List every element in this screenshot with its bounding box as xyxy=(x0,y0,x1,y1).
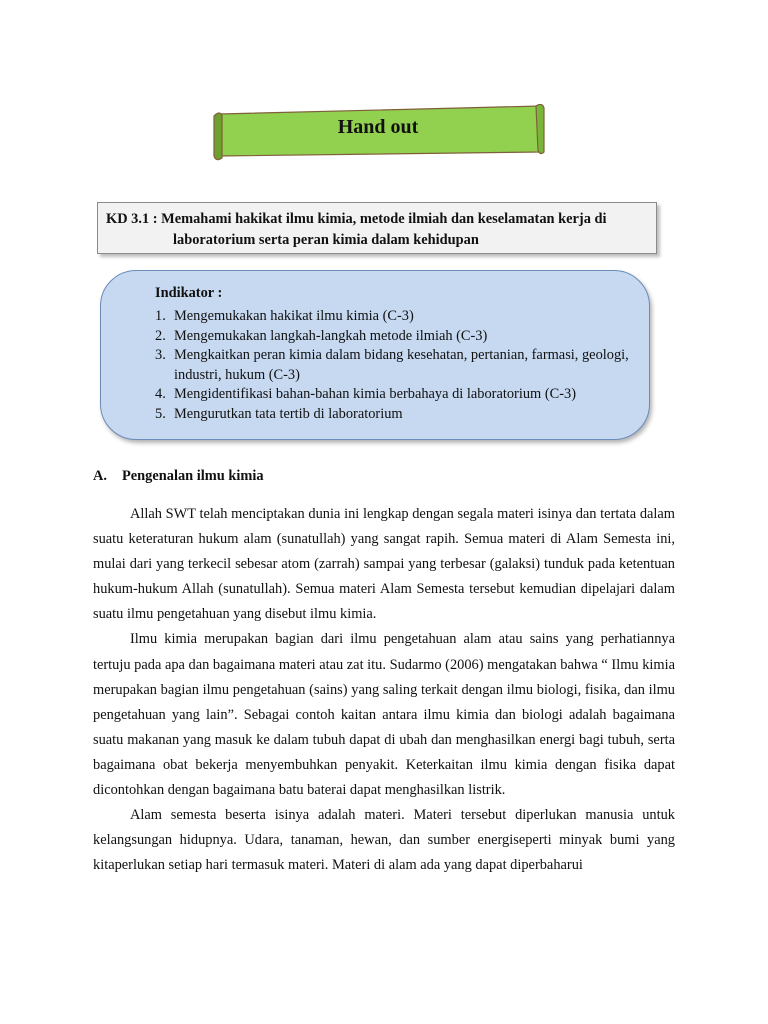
kd-line-2: laboratorium serta peran kimia dalam kehidupan xyxy=(173,232,479,248)
indikator-item-number: 5. xyxy=(155,405,166,422)
indikator-item xyxy=(155,307,635,327)
indikator-list xyxy=(155,307,635,424)
indikator-item-number: 1. xyxy=(155,308,166,324)
section-title: Pengenalan ilmu kimia xyxy=(122,468,264,484)
indikator-item-number: 3. xyxy=(155,347,166,363)
banner-title: Hand out xyxy=(337,116,419,138)
hand-out-banner xyxy=(210,104,546,164)
indikator-item-number: 2. xyxy=(155,327,166,344)
indikator-item xyxy=(155,405,635,425)
kd-line-1: KD 3.1 : Memahami hakikat ilmu kimia, metode ilmiah dan keselamatan kerja di xyxy=(106,211,607,227)
section-letter: A. xyxy=(93,468,107,484)
indikator-item xyxy=(155,346,635,385)
paragraph: Allah SWT telah menciptakan dunia ini lengkap dengan segala materi isinya dan tertata dalam suatu keteraturan hukum alam (sunatullah) yang sangat rapih. Semua materi di Alam Semesta ini, mulai dari yang terkecil sebesar atom (zarrah) sampai yang terbesar (galaksi) tunduk pada ketentuan hukum-hukum Allah (sunatullah). Semua materi Alam Semesta tersebut kemudian dipelajari dalam suatu ilmu pengetahuan yang disebut ilmu kimia. xyxy=(93,506,675,623)
indikator-item xyxy=(155,385,635,405)
indikator-item-text: Mengemukakan langkah-langkah metode ilmiah (C-3) xyxy=(174,327,488,344)
indikator-box xyxy=(100,270,650,440)
indikator-item-text: Mengurutkan tata tertib di laboratorium xyxy=(174,405,403,422)
section-heading xyxy=(93,468,264,485)
indikator-item xyxy=(155,327,635,347)
indikator-title: Indikator : xyxy=(155,285,223,301)
indikator-item-number: 4. xyxy=(155,386,166,402)
body-text xyxy=(93,502,675,878)
indikator-item-text: Mengkaitkan peran kimia dalam bidang kesehatan, pertanian, farmasi, geologi, industri, hukum (C-3) xyxy=(174,347,629,383)
indikator-item-text: Mengidentifikasi bahan-bahan kimia berbahaya di laboratorium (C-3) xyxy=(174,386,577,402)
paragraph: Alam semesta beserta isinya adalah materi. Materi tersebut diperlukan manusia untuk kelangsungan hidupnya. Udara, tanaman, hewan, dan sumber energiseperti minyak bumi yang kitaperlukan setiap hari termasuk materi. Materi di alam ada yang dapat diperbaharui xyxy=(93,807,675,874)
kd-box xyxy=(97,202,657,254)
indikator-item-text: Mengemukakan hakikat ilmu kimia (C-3) xyxy=(174,308,414,324)
paragraph: Ilmu kimia merupakan bagian dari ilmu pengetahuan alam atau sains yang perhatiannya tertuju pada apa dan bagaimana materi atau zat itu. Sudarmo (2006) mengatakan bahwa “ Ilmu kimia merupakan bagian ilmu pengetahuan (sains) yang saling terkait dengan ilmu biologi, fisika, dan ilmu pengetahuan yang lain”. Sebagai contoh kaitan antara ilmu kimia dan biologi adalah bagaimana suatu makanan yang masuk ke dalam tubuh dapat di ubah dan menghasilkan energi bagi tubuh, serta bagaimana obat bekerja menyembuhkan penyakit. Keterkaitan ilmu kimia dengan fisika dapat dicontohkan dengan bagaimana batu baterai dapat menghasilkan listrik. xyxy=(93,631,675,799)
